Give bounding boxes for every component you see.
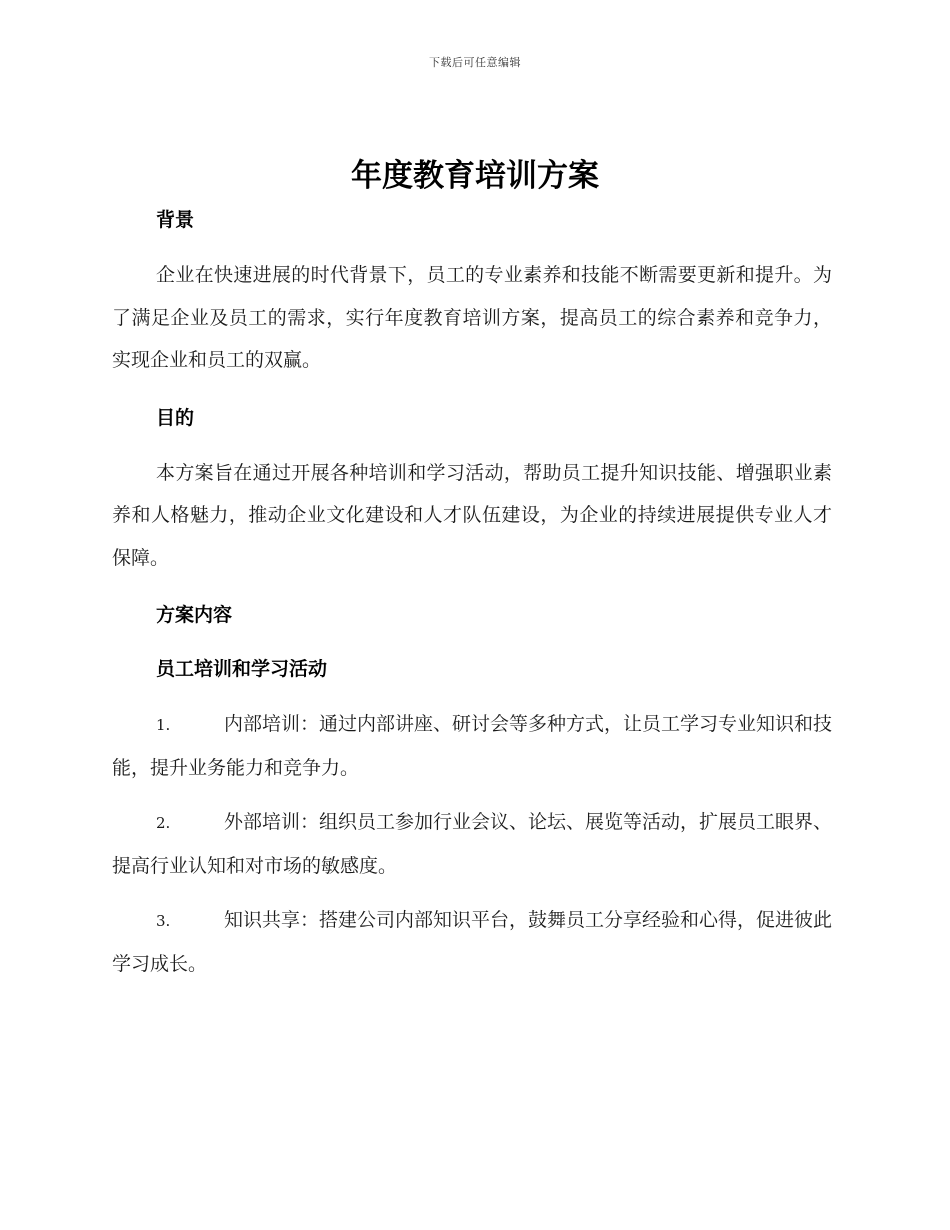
section-text-purpose: 本方案旨在通过开展各种培训和学习活动，帮助员工提升知识技能、增强职业素养和人格魅力，推动企业文化建设和人才队伍建设，为企业的持续进展提供专业人才保障。: [112, 461, 832, 569]
section-heading-training: 员工培训和学习活动: [156, 658, 328, 680]
list-item: [112, 703, 832, 789]
section-text-background: 企业在快速进展的时代背景下，员工的专业素养和技能不断需要更新和提升。为了满足企业及员工的需求，实行年度教育培训方案，提高员工的综合素养和竞争力，实现企业和员工的双赢。: [112, 264, 832, 371]
list-item-text: 知识共享：搭建公司内部知识平台，鼓舞员工分享经验和心得，促进彼此学习成长。: [112, 909, 833, 975]
list-item-text: 外部培训：组织员工参加行业会议、论坛、展览等活动，扩展员工眼界、提高行业认知和对市场的敏感度。: [112, 811, 833, 877]
list-item-number: 1.: [156, 716, 171, 734]
header-note: 下载后可任意编辑: [429, 56, 521, 69]
list-item: [112, 801, 832, 887]
section-heading-background: 背景: [156, 209, 195, 231]
list-item-number: 3.: [156, 912, 171, 930]
document-body: [112, 202, 832, 985]
section-heading-plan: 方案内容: [156, 604, 233, 626]
section-heading-purpose: 目的: [156, 406, 195, 429]
list-item-number: 2.: [156, 814, 171, 832]
document-title: 年度教育培训方案: [351, 158, 599, 194]
list-item-text: 内部培训：通过内部讲座、研讨会等多种方式，让员工学习专业知识和技能，提升业务能力和竞争力。: [112, 713, 833, 779]
list-item: [112, 899, 832, 985]
